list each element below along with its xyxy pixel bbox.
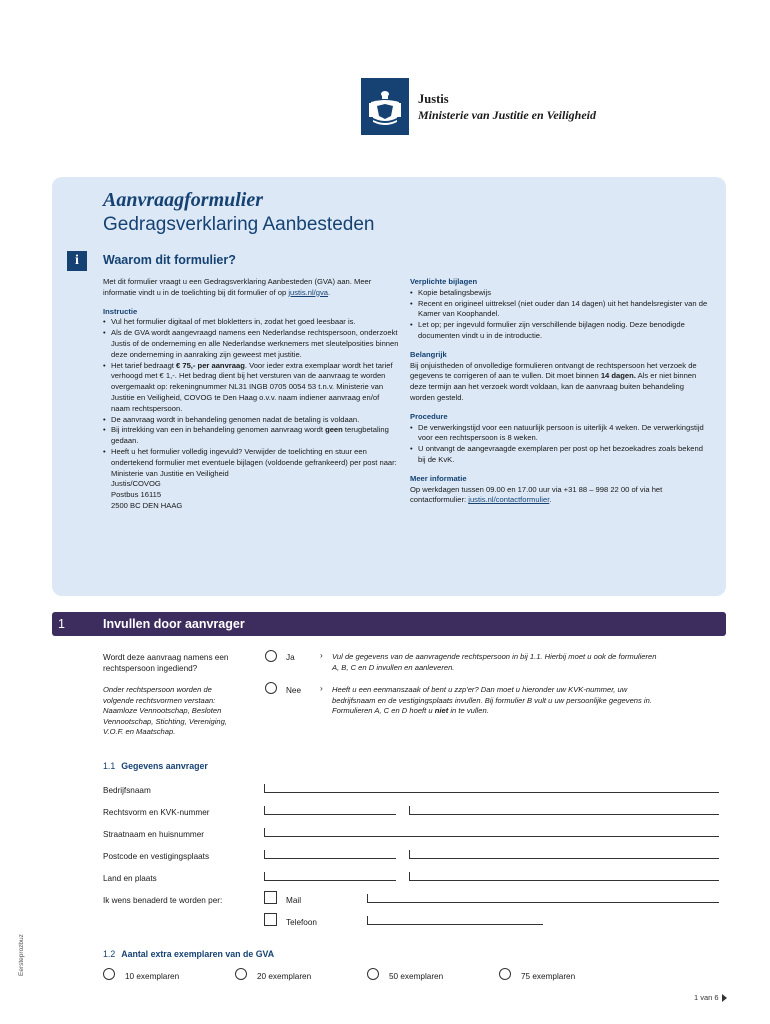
subsection-1-1-heading: 1.1 Gegevens aanvrager [103, 761, 208, 771]
exemplaren-10-radio[interactable] [103, 968, 115, 980]
intro-right-column [410, 277, 708, 506]
section-title: Invullen door aanvrager [103, 617, 245, 631]
mail-label: Mail [286, 896, 302, 905]
subsection-1-2-heading: 1.2 Aantal extra exemplaren van de GVA [103, 949, 275, 959]
rechtsvorm-label: Rechtsvorm en KVK-nummer [103, 808, 210, 817]
postcode-label: Postcode en vestigingsplaats [103, 852, 210, 861]
brand-name: Justis [418, 92, 449, 106]
gva-link[interactable]: justis.nl/gva [288, 287, 329, 297]
info-icon: i [67, 251, 87, 271]
contact-link[interactable]: justis.nl/contactformulier [468, 495, 550, 505]
nee-label: Nee [286, 686, 302, 695]
instructie-item: • De aanvraag wordt in behandeling genomen nadat de betaling is voldaan. [103, 415, 399, 426]
exemplaren-10-label: 10 exemplaren [125, 972, 180, 981]
belangrijk-text: Bij onjuistheden of onvolledige formulieren ontvangt de rechtspersoon het verzoek de gegevens te corrigeren of aan te vullen. Dit moet binnen 14 dagen. Als er niet binnen deze termijn aan het verzoek wordt voldaan, kan de aanvraag buiten behandeling worden gesteld. [410, 360, 697, 402]
procedure-item: • U ontvangt de aangevraagde exemplaren per post op het bezoekadres zoals bekend bij de KvK. [410, 444, 708, 466]
procedure-heading: Procedure [410, 411, 448, 421]
nee-hint: Heeft u een eenmanszaak of bent u zzp'er? Dan moet u hieronder uw KVK-nummer, uw bedrijfsnaam en de vestigingsplaats invullen. Bij formulier B vult u uw persoonlijke gegevens in. Formulieren A, C en D hoeft u niet in te vullen. [332, 685, 652, 715]
address-line: Justis/COVOG [111, 479, 161, 489]
instructie-item: • Bij intrekking van een in behandeling genomen aanvraag wordt geen terugbetaling gedaan. [103, 425, 399, 447]
meer-heading: Meer informatie [410, 473, 467, 483]
mail-field[interactable] [367, 894, 719, 903]
address-line: Postbus 16115 [111, 490, 162, 500]
side-code: Eersteprozbuz [18, 934, 25, 976]
why-text: Met dit formulier vraagt u een Gedragsverklaring Aanbesteden (GVA) aan. Meer informatie vindt u in de toelichting bij dit formulier of op justis.nl/gva. [103, 277, 372, 297]
mail-checkbox[interactable] [264, 891, 277, 904]
telefoon-checkbox[interactable] [264, 913, 277, 926]
straat-field[interactable] [264, 828, 719, 837]
instructie-heading: Instructie [103, 306, 138, 316]
why-heading: Waarom dit formulier? [103, 253, 236, 267]
exemplaren-20-label: 20 exemplaren [257, 972, 312, 981]
exemplaren-75-radio[interactable] [499, 968, 511, 980]
bijlagen-item: • Let op; per ingevuld formulier zijn verschillende bijlagen nodig. Deze benodigde documenten vindt u in de introductie. [410, 320, 708, 342]
chevron-right-icon: › [320, 651, 323, 660]
land-label: Land en plaats [103, 874, 157, 883]
rechtsvorm-field[interactable] [264, 806, 396, 815]
nee-radio[interactable] [265, 682, 277, 694]
page-number: 1 van 6 [694, 993, 719, 1002]
form-title: Aanvraagformulier [103, 189, 264, 211]
plaats-field[interactable] [409, 872, 719, 881]
meer-text: Op werkdagen tussen 09.00 en 17.00 uur via +31 88 – 998 22 00 of via het contactformulier: justis.nl/contactformulier. [410, 484, 663, 505]
form-subtitle: Gedragsverklaring Aanbesteden [103, 214, 375, 235]
vestigingsplaats-field[interactable] [409, 850, 719, 859]
benaderd-label: Ik wens benaderd te worden per: [103, 896, 223, 905]
bijlagen-item: • Kopie betalingsbewijs [410, 288, 708, 299]
ja-hint: Vul de gegevens van de aanvragende rechtspersoon in bij 1.1. Hierbij moet u ook de formulieren A, B, C en D invullen en aanleveren. [332, 652, 657, 672]
ja-label: Ja [286, 653, 295, 662]
procedure-item: • De verwerkingstijd voor een natuurlijk persoon is uiterlijk 4 weken. De verwerkingstijd voor een rechtspersoon is 8 weken. [410, 423, 708, 445]
section-number: 1 [58, 617, 65, 631]
straat-label: Straatnaam en huisnummer [103, 830, 205, 839]
logo [361, 78, 409, 135]
postcode-field[interactable] [264, 850, 396, 859]
intro-left-column [103, 277, 399, 512]
bijlagen-heading: Verplichte bijlagen [410, 277, 478, 286]
address-line: Ministerie van Justitie en Veiligheid [111, 468, 229, 478]
belangrijk-heading: Belangrijk [410, 349, 447, 359]
instructie-item: • Heeft u het formulier volledig ingevuld? Verwijder de toelichting en stuur een ondertekend formulier met eventuele bijlagen (voldoende gefrankeerd) per post naar: [103, 447, 399, 469]
chevron-right-icon: › [320, 684, 323, 693]
instructie-item: • Als de GVA wordt aangevraagd namens een Nederlandse rechtspersoon, onderzoekt Justis of de onderneming en alle Nederlandse werknemers met sleutelposities binnen deze onderneming in aanraking zijn geweest met justitie. [103, 328, 399, 360]
rechtspersoon-note: Onder rechtspersoon worden de volgende rechtsvormen verstaan: Naamloze Vennootschap, Besloten Vennootschap, Stichting, Vereniging, V.O.F. en Maatschap. [103, 685, 227, 736]
bedrijfsnaam-field[interactable] [264, 784, 719, 793]
address-line: 2500 BC DEN HAAG [111, 500, 183, 510]
instructie-item: • Vul het formulier digitaal of met blokletters in, zodat het goed leesbaar is. [103, 317, 399, 328]
exemplaren-20-radio[interactable] [235, 968, 247, 980]
bijlagen-item: • Recent en origineel uittreksel (niet ouder dan 14 dagen) uit het handelsregister van de Kamer van Koophandel. [410, 299, 708, 321]
ja-radio[interactable] [265, 650, 277, 662]
next-page-icon[interactable] [722, 994, 727, 1002]
exemplaren-50-label: 50 exemplaren [389, 972, 444, 981]
exemplaren-75-label: 75 exemplaren [521, 972, 576, 981]
brand-subtitle: Ministerie van Justitie en Veiligheid [418, 108, 597, 122]
telefoon-field[interactable] [367, 916, 543, 925]
kvk-nummer-field[interactable] [409, 806, 719, 815]
bedrijfsnaam-label: Bedrijfsnaam [103, 786, 151, 795]
telefoon-label: Telefoon [286, 918, 317, 927]
land-field[interactable] [264, 872, 396, 881]
exemplaren-50-radio[interactable] [367, 968, 379, 980]
instructie-item: • Het tarief bedraagt € 75,- per aanvraag. Voor ieder extra exemplaar wordt het tarief verhoogd met € 1,-. Het bedrag dient bij het versturen van de aanvraag te worden overgemaakt op: rekeningnummer NL31 INGB 0705 0054 53 t.n.v. Ministerie van Justitie en Veiligheid, COVOG te Den Haag o.v.v. naam indiener aanvraag en/of naam rechtspersoon. [103, 361, 399, 415]
rechtspersoon-question: Wordt deze aanvraag namens een rechtspersoon ingediend? [103, 653, 229, 673]
